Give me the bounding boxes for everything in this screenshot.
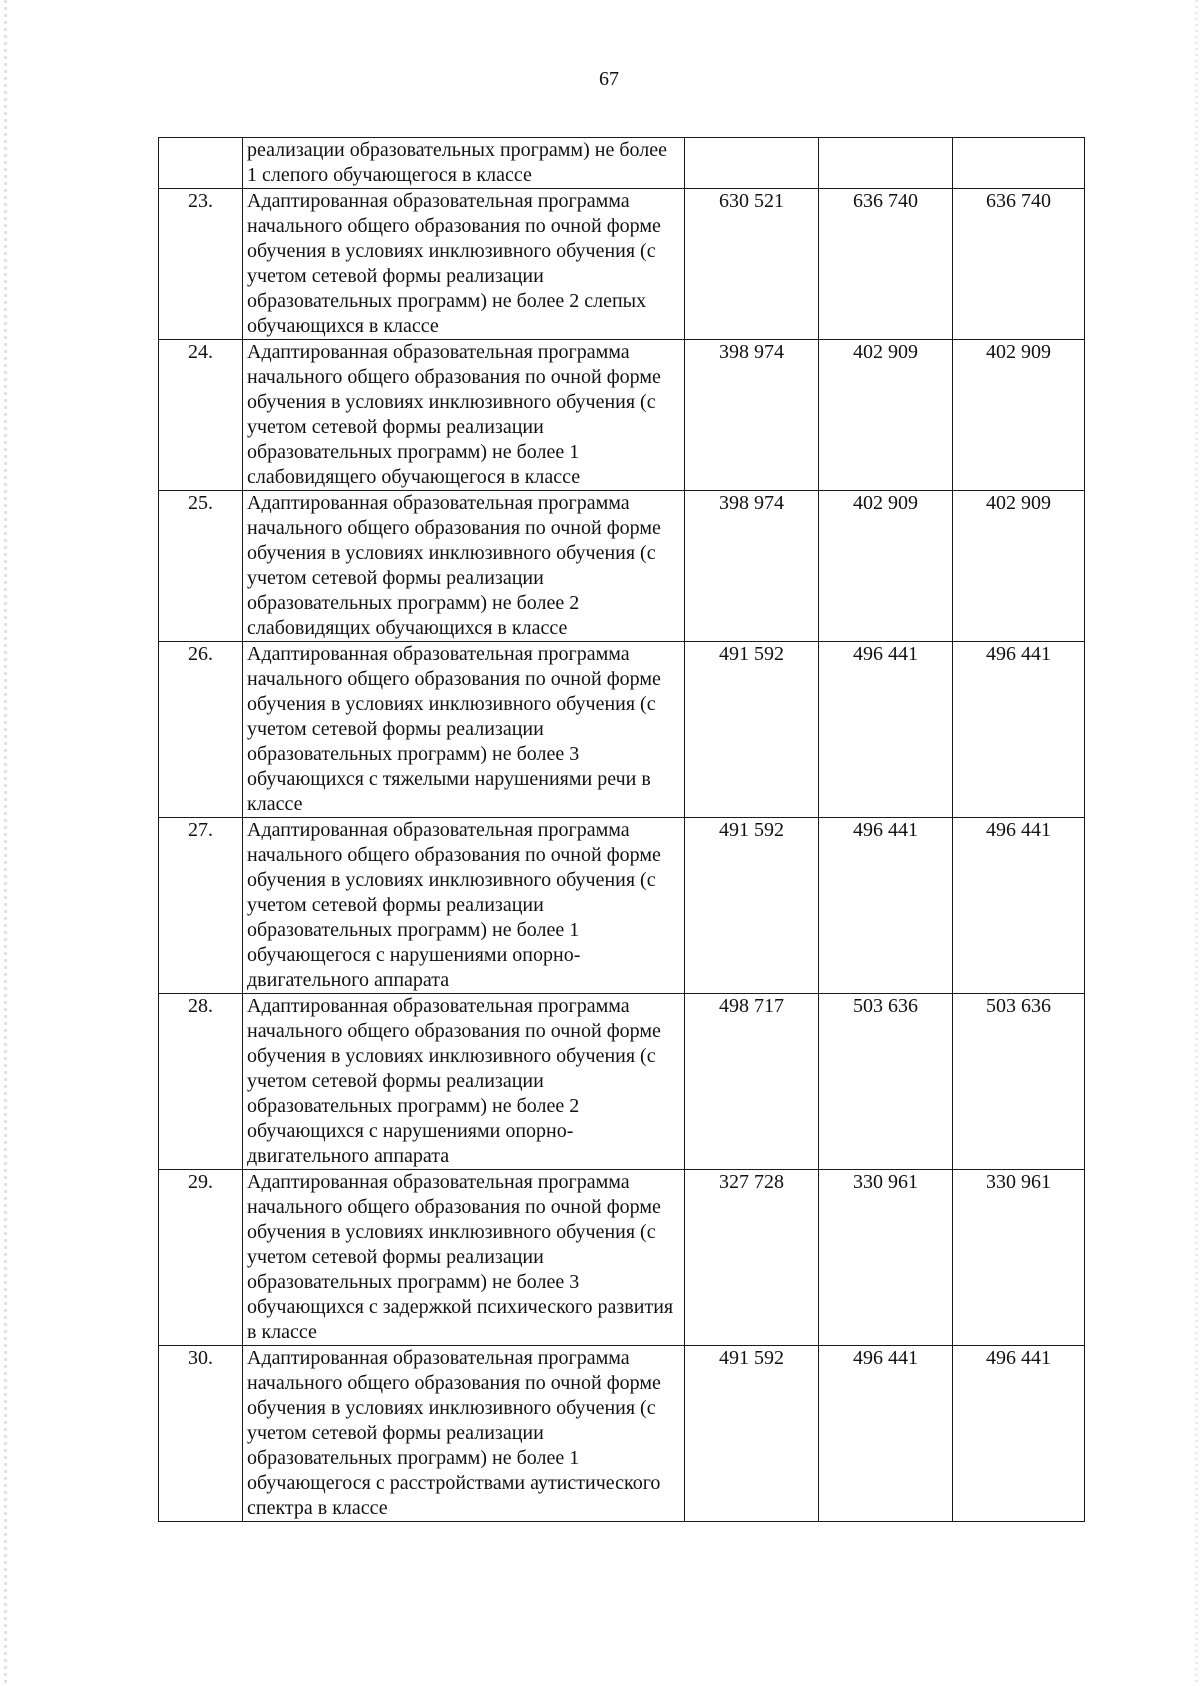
row-number: 30.: [159, 1346, 243, 1522]
table-row: [159, 642, 1085, 818]
value-col-1: 398 974: [685, 340, 819, 491]
table-row: [159, 189, 1085, 340]
value-col-2: 496 441: [819, 818, 953, 994]
table-row: [159, 1346, 1085, 1522]
program-description: Адаптированная образовательная программа начального общего образования по очной форме обучения в условиях инклюзивного обучения (с учетом сетевой формы реализации образовательных программ) не более 1 слабовидящего обучающегося в классе: [243, 340, 685, 491]
value-col-1: [685, 138, 819, 189]
table-row: [159, 138, 1085, 189]
value-col-2: 402 909: [819, 491, 953, 642]
program-description: Адаптированная образовательная программа начального общего образования по очной форме обучения в условиях инклюзивного обучения (с учетом сетевой формы реализации образовательных программ) не более 1 обучающегося с расстройствами аутистического спектра в классе: [243, 1346, 685, 1522]
value-col-1: 630 521: [685, 189, 819, 340]
row-number: 23.: [159, 189, 243, 340]
program-description: Адаптированная образовательная программа начального общего образования по очной форме обучения в условиях инклюзивного обучения (с учетом сетевой формы реализации образовательных программ) не более 1 обучающегося с нарушениями опорно-двигательного аппарата: [243, 818, 685, 994]
value-col-3: [953, 138, 1085, 189]
value-col-2: 402 909: [819, 340, 953, 491]
row-number: 25.: [159, 491, 243, 642]
page-number: 67: [599, 68, 619, 90]
value-col-1: 498 717: [685, 994, 819, 1170]
program-description: Адаптированная образовательная программа начального общего образования по очной форме обучения в условиях инклюзивного обучения (с учетом сетевой формы реализации образовательных программ) не более 2 обучающихся с нарушениями опорно-двигательного аппарата: [243, 994, 685, 1170]
row-number: 28.: [159, 994, 243, 1170]
row-number: 29.: [159, 1170, 243, 1346]
program-cost-table: [158, 137, 1085, 1522]
row-number: [159, 138, 243, 189]
row-number: 27.: [159, 818, 243, 994]
value-col-3: 496 441: [953, 818, 1085, 994]
program-description: Адаптированная образовательная программа начального общего образования по очной форме обучения в условиях инклюзивного обучения (с учетом сетевой формы реализации образовательных программ) не более 2 слабовидящих обучающихся в классе: [243, 491, 685, 642]
value-col-1: 491 592: [685, 642, 819, 818]
row-number: 26.: [159, 642, 243, 818]
value-col-3: 402 909: [953, 340, 1085, 491]
table-row: [159, 1170, 1085, 1346]
value-col-3: 496 441: [953, 1346, 1085, 1522]
value-col-2: 496 441: [819, 1346, 953, 1522]
value-col-3: 402 909: [953, 491, 1085, 642]
table-row: [159, 340, 1085, 491]
table-row: [159, 994, 1085, 1170]
value-col-3: 503 636: [953, 994, 1085, 1170]
table-row: [159, 818, 1085, 994]
row-number: 24.: [159, 340, 243, 491]
value-col-1: 491 592: [685, 818, 819, 994]
value-col-2: 636 740: [819, 189, 953, 340]
program-description: реализации образовательных программ) не более 1 слепого обучающегося в классе: [243, 138, 685, 189]
value-col-2: 496 441: [819, 642, 953, 818]
table-row: [159, 491, 1085, 642]
value-col-1: 327 728: [685, 1170, 819, 1346]
value-col-3: 330 961: [953, 1170, 1085, 1346]
value-col-2: [819, 138, 953, 189]
program-description: Адаптированная образовательная программа начального общего образования по очной форме обучения в условиях инклюзивного обучения (с учетом сетевой формы реализации образовательных программ) не более 3 обучающихся с тяжелыми нарушениями речи в классе: [243, 642, 685, 818]
value-col-1: 398 974: [685, 491, 819, 642]
value-col-2: 503 636: [819, 994, 953, 1170]
value-col-2: 330 961: [819, 1170, 953, 1346]
program-description: Адаптированная образовательная программа начального общего образования по очной форме обучения в условиях инклюзивного обучения (с учетом сетевой формы реализации образовательных программ) не более 2 слепых обучающихся в классе: [243, 189, 685, 340]
value-col-3: 496 441: [953, 642, 1085, 818]
scan-left-edge: [4, 0, 7, 1686]
value-col-3: 636 740: [953, 189, 1085, 340]
program-description: Адаптированная образовательная программа начального общего образования по очной форме обучения в условиях инклюзивного обучения (с учетом сетевой формы реализации образовательных программ) не более 3 обучающихся с задержкой психического развития в классе: [243, 1170, 685, 1346]
scan-right-edge: [1195, 0, 1198, 1686]
value-col-1: 491 592: [685, 1346, 819, 1522]
